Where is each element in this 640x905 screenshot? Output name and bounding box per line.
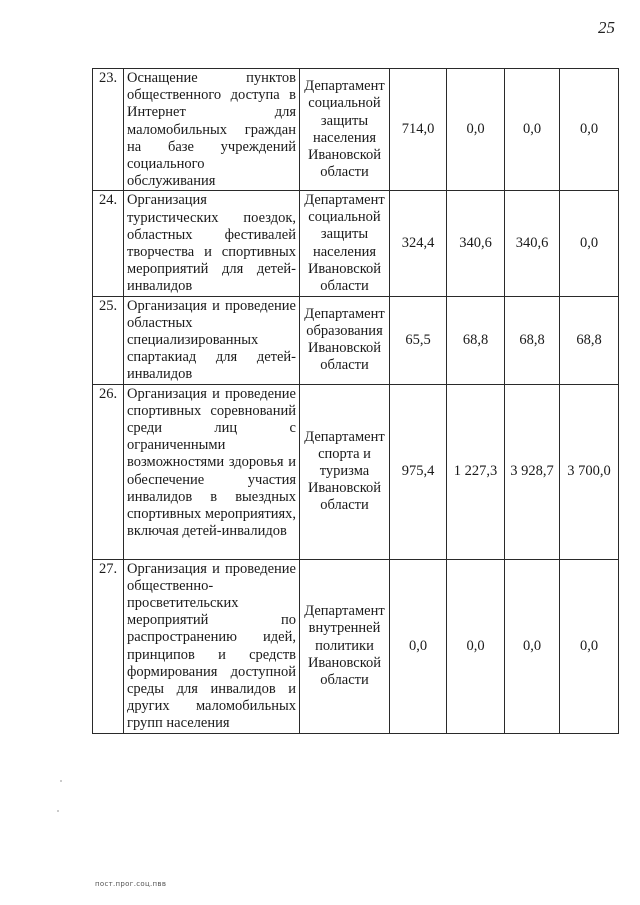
- value-cell: 0,0: [560, 559, 619, 733]
- row-number: 26.: [93, 384, 124, 559]
- value-cell: 1 227,3: [447, 384, 505, 559]
- row-number: 25.: [93, 296, 124, 384]
- table-row: [93, 559, 619, 733]
- value-cell: 3 700,0: [560, 384, 619, 559]
- value-cell: 324,4: [390, 191, 447, 296]
- responsible-department: Департамент социальной защиты населения Ивановской области: [300, 69, 390, 191]
- measure-description: Организация и проведение спортивных соревнований среди лиц с ограниченными возможностями здоровья и обеспечение участия инвалидов в выездных спортивных мероприятиях, включая детей-инвалидов: [124, 384, 300, 559]
- value-cell: 340,6: [505, 191, 560, 296]
- value-cell: 0,0: [447, 559, 505, 733]
- responsible-department: Департамент образования Ивановской области: [300, 296, 390, 384]
- measure-description: Оснащение пунктов общественного доступа в Интернет для маломобильных граждан на базе учреждений социального обслуживания: [124, 69, 300, 191]
- scan-speck: [57, 810, 59, 812]
- table-row: [93, 191, 619, 296]
- value-cell: 340,6: [447, 191, 505, 296]
- table-row: [93, 384, 619, 559]
- program-measures-table: [92, 68, 619, 734]
- value-cell: 0,0: [505, 69, 560, 191]
- value-cell: 0,0: [447, 69, 505, 191]
- scan-speck: [60, 780, 62, 782]
- value-cell: 0,0: [505, 559, 560, 733]
- value-cell: 975,4: [390, 384, 447, 559]
- table-row: [93, 296, 619, 384]
- value-cell: 68,8: [560, 296, 619, 384]
- file-footer: пост.прог.соц.пвв: [95, 880, 167, 888]
- value-cell: 0,0: [560, 69, 619, 191]
- responsible-department: Департамент социальной защиты населения Ивановской области: [300, 191, 390, 296]
- value-cell: 68,8: [505, 296, 560, 384]
- measure-description: Организация и проведение общественно-просветительских мероприятий по распространению идей, принципов и средств формирования доступной среды для инвалидов и других маломобильных групп населения: [124, 559, 300, 733]
- value-cell: 714,0: [390, 69, 447, 191]
- value-cell: 65,5: [390, 296, 447, 384]
- measure-description: Организация туристических поездок, областных фестивалей творчества и спортивных мероприятий для детей-инвалидов: [124, 191, 300, 296]
- responsible-department: Департамент спорта и туризма Ивановской области: [300, 384, 390, 559]
- responsible-department: Департамент внутренней политики Ивановской области: [300, 559, 390, 733]
- page-number: 25: [598, 18, 615, 37]
- value-cell: 3 928,7: [505, 384, 560, 559]
- row-number: 23.: [93, 69, 124, 191]
- row-number: 24.: [93, 191, 124, 296]
- table-row: [93, 69, 619, 191]
- measure-description: Организация и проведение областных специализированных спартакиад для детей-инвалидов: [124, 296, 300, 384]
- value-cell: 0,0: [560, 191, 619, 296]
- value-cell: 0,0: [390, 559, 447, 733]
- value-cell: 68,8: [447, 296, 505, 384]
- row-number: 27.: [93, 559, 124, 733]
